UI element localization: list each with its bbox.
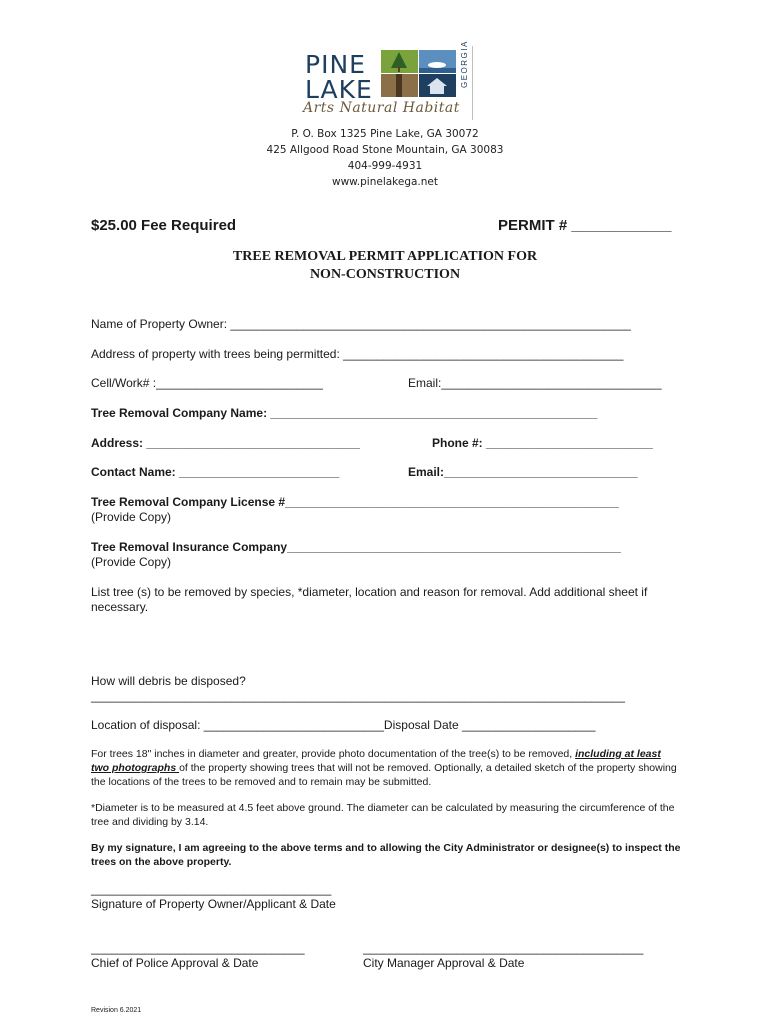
license-note: (Provide Copy) xyxy=(91,510,172,524)
form-title-line1: TREE REMOVAL PERMIT APPLICATION FOR xyxy=(232,249,538,264)
owner-name-field[interactable]: Name of Property Owner: ____________________________________________________________ xyxy=(91,317,631,331)
debris-answer-line[interactable]: ________________________________________________________________________________ xyxy=(91,689,625,703)
insurance-note: (Provide Copy) xyxy=(91,555,172,569)
owner-signature-line[interactable]: ____________________________________ xyxy=(91,882,332,896)
debris-question: How will debris be disposed? xyxy=(91,674,246,688)
photo-documentation-note xyxy=(91,747,681,789)
city-manager-signature-line[interactable]: __________________________________________ xyxy=(363,941,644,955)
disposal-location-field[interactable]: Location of disposal: ___________________________Disposal Date ____________________ xyxy=(91,718,596,732)
revision-label: Revision 6.2021 xyxy=(91,1007,142,1014)
photo-note-emphasis: including at least two photographs xyxy=(91,748,661,774)
swan-tile-icon xyxy=(419,50,456,73)
permit-number[interactable]: PERMIT # ____________ xyxy=(498,217,672,234)
trunk-tile-icon xyxy=(381,74,418,97)
police-signature-line[interactable]: ________________________________ xyxy=(91,941,305,955)
logo-tagline: Arts Natural Habitat xyxy=(303,100,460,116)
list-trees-instructions: List tree (s) to be removed by species, *diameter, location and reason for removal. Add additional sheet if necessary. xyxy=(91,585,648,614)
logo-tiles xyxy=(381,50,457,98)
company-license-field[interactable]: Tree Removal Company License #__________________________________________________ xyxy=(91,495,619,509)
owner-signature-label: Signature of Property Owner/Applicant & Date xyxy=(91,897,336,911)
contact-address-2: 425 Allgood Road Stone Mountain, GA 30083 xyxy=(266,144,504,156)
company-address-field[interactable]: Address: ________________________________ xyxy=(91,436,360,450)
cell-work-field[interactable]: Cell/Work# :_________________________ xyxy=(91,376,323,390)
contact-website[interactable]: www.pinelakega.net xyxy=(331,176,439,188)
agreement-statement: By my signature, I am agreeing to the above terms and to allowing the City Administrator or designee(s) to inspect the trees on the above property. xyxy=(91,842,681,868)
owner-email-field[interactable]: Email:_________________________________ xyxy=(408,376,662,390)
logo-word-lake: LAKE xyxy=(305,75,373,104)
photo-note-post: of the property showing trees that will not be removed. Optionally, a detailed sketch of the property showing the locations of the trees to be removed and to remain may be submitted. xyxy=(91,762,677,788)
city-manager-signature-label: City Manager Approval & Date xyxy=(363,956,525,970)
company-name-field[interactable]: Tree Removal Company Name: _________________________________________________ xyxy=(91,406,598,420)
logo-divider xyxy=(472,46,473,120)
contact-phone: 404-999-4931 xyxy=(347,160,423,172)
logo-state: GEORGIA xyxy=(460,40,469,88)
company-insurance-field[interactable]: Tree Removal Insurance Company__________________________________________________ xyxy=(91,540,621,554)
pine-lake-logo xyxy=(300,40,476,122)
fee-required: $25.00 Fee Required xyxy=(91,217,237,234)
logo-word-pine: PINE xyxy=(305,50,366,79)
police-signature-label: Chief of Police Approval & Date xyxy=(91,956,259,970)
company-phone-field[interactable]: Phone #: _________________________ xyxy=(432,436,653,450)
property-address-field[interactable]: Address of property with trees being permitted: __________________________________________ xyxy=(91,347,624,361)
tree-tile-icon xyxy=(381,50,418,73)
photo-note-pre: For trees 18" inches in diameter and greater, provide photo documentation of the tree(s) to be removed, xyxy=(91,748,576,760)
company-email-field[interactable]: Email:_____________________________ xyxy=(408,465,638,479)
house-tile-icon xyxy=(419,74,456,97)
contact-name-field[interactable]: Contact Name: ________________________ xyxy=(91,465,340,479)
diameter-note: *Diameter is to be measured at 4.5 feet above ground. The diameter can be calculated by measuring the circumference of the tree and dividing by 3.14. xyxy=(91,802,675,828)
form-title-line2: NON-CONSTRUCTION xyxy=(309,267,461,282)
contact-address-1: P. O. Box 1325 Pine Lake, GA 30072 xyxy=(291,128,479,140)
